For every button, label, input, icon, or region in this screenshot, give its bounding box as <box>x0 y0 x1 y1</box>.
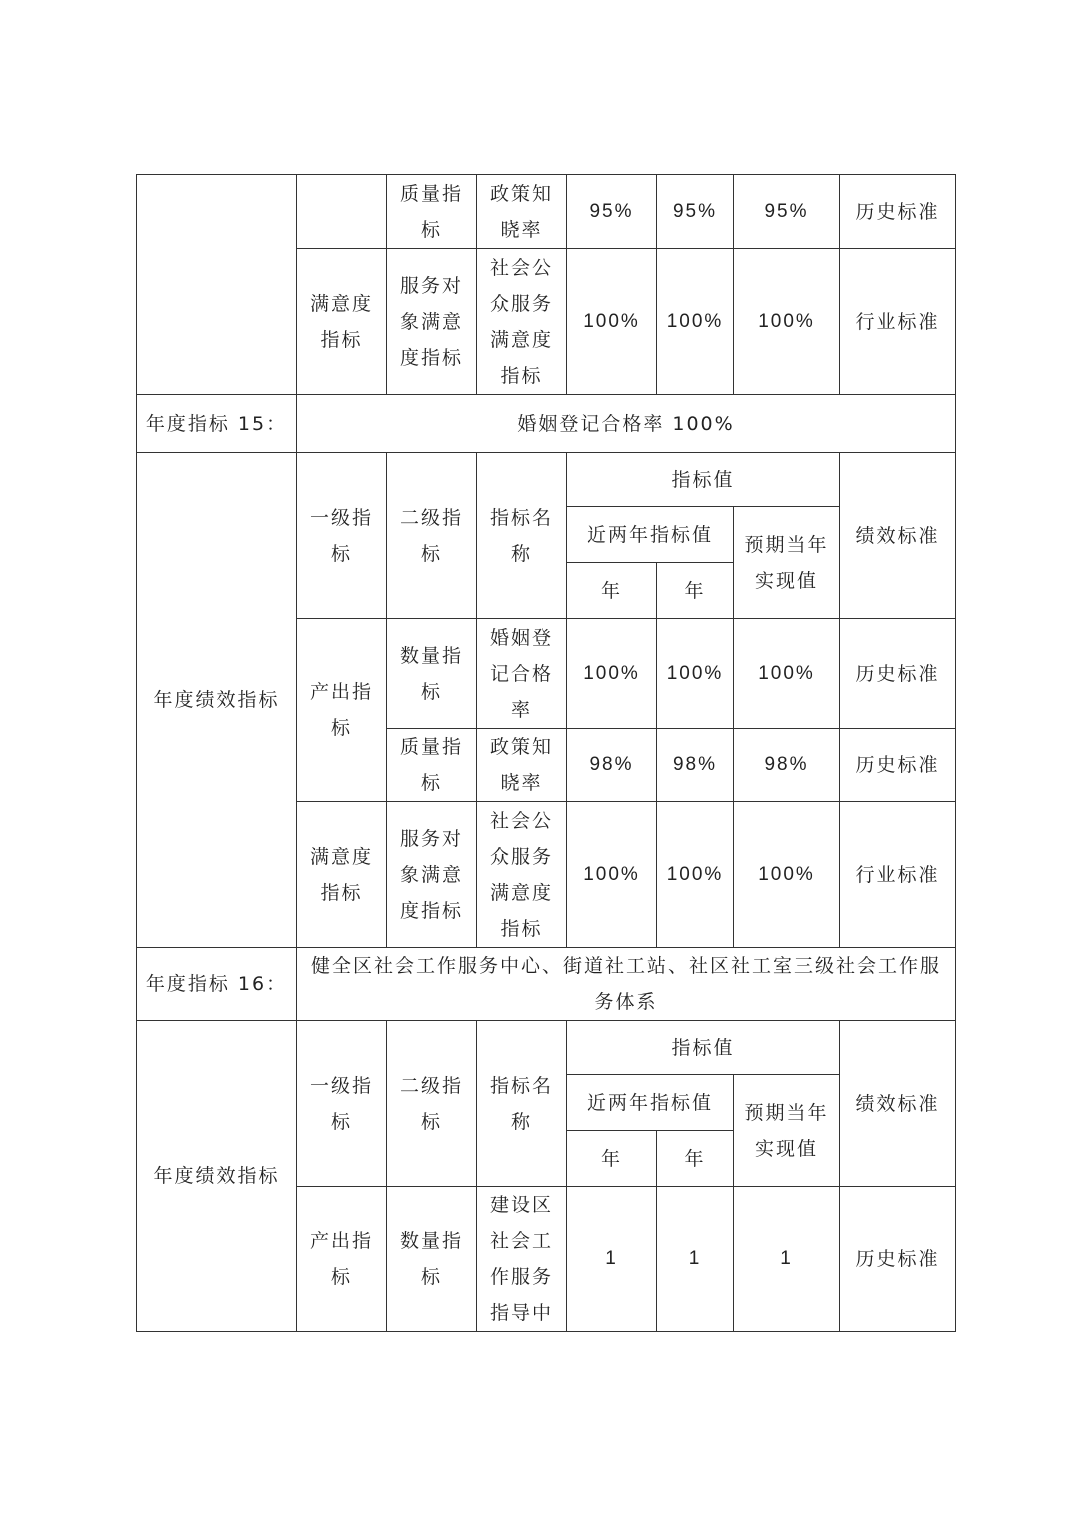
header-cell: 绩效标准 <box>840 453 956 619</box>
header-cell: 二级指标 <box>387 1021 477 1187</box>
value-cell: 100% <box>657 802 734 948</box>
value-cell: 100% <box>567 249 657 395</box>
value-cell: 100% <box>734 619 840 729</box>
value-cell: 98% <box>567 729 657 802</box>
value-cell: 1 <box>734 1187 840 1332</box>
standard-cell: 历史标准 <box>840 1187 956 1332</box>
primary-indicator: 产出指标 <box>297 619 387 802</box>
goal-label: 年度指标 16： <box>137 948 297 1021</box>
header-cell: 预期当年实现值 <box>734 1075 840 1187</box>
indicator-name: 建设区社会工作服务指导中 <box>477 1187 567 1332</box>
value-cell: 95% <box>567 175 657 249</box>
year-cell: 年 <box>567 1131 657 1187</box>
header-cell: 一级指标 <box>297 453 387 619</box>
goal-label: 年度指标 15： <box>137 395 297 453</box>
value-cell: 95% <box>657 175 734 249</box>
row-header: 年度绩效指标 <box>137 453 297 948</box>
header-cell: 指标值 <box>567 453 840 507</box>
indicator-name: 婚姻登记合格率 <box>477 619 567 729</box>
value-cell: 100% <box>567 802 657 948</box>
table-row <box>137 453 956 507</box>
goal-text: 健全区社会工作服务中心、街道社工站、社区社工室三级社会工作服务体系 <box>297 948 956 1021</box>
value-cell: 98% <box>657 729 734 802</box>
standard-cell: 行业标准 <box>840 249 956 395</box>
blank-cell <box>137 175 297 395</box>
value-cell: 1 <box>657 1187 734 1332</box>
row-header: 年度绩效指标 <box>137 1021 297 1332</box>
primary-indicator: 满意度指标 <box>297 249 387 395</box>
secondary-indicator: 质量指标 <box>387 175 477 249</box>
value-cell: 100% <box>657 619 734 729</box>
table-row <box>137 395 956 453</box>
indicator-name: 社会公众服务满意度指标 <box>477 249 567 395</box>
secondary-indicator: 数量指标 <box>387 1187 477 1332</box>
performance-table <box>136 174 956 1332</box>
secondary-indicator: 数量指标 <box>387 619 477 729</box>
value-cell: 100% <box>567 619 657 729</box>
primary-indicator: 产出指标 <box>297 1187 387 1332</box>
indicator-name: 政策知晓率 <box>477 729 567 802</box>
secondary-indicator: 服务对象满意度指标 <box>387 802 477 948</box>
standard-cell: 历史标准 <box>840 175 956 249</box>
value-cell: 98% <box>734 729 840 802</box>
table-row <box>137 948 956 1021</box>
header-cell: 近两年指标值 <box>567 507 734 563</box>
value-cell: 95% <box>734 175 840 249</box>
header-cell: 预期当年实现值 <box>734 507 840 619</box>
header-cell: 指标名称 <box>477 453 567 619</box>
standard-cell: 行业标准 <box>840 802 956 948</box>
standard-cell: 历史标准 <box>840 619 956 729</box>
indicator-name: 社会公众服务满意度指标 <box>477 802 567 948</box>
secondary-indicator: 质量指标 <box>387 729 477 802</box>
secondary-indicator: 服务对象满意度指标 <box>387 249 477 395</box>
goal-text: 婚姻登记合格率 100% <box>297 395 956 453</box>
year-cell: 年 <box>567 563 657 619</box>
value-cell: 100% <box>734 802 840 948</box>
header-cell: 近两年指标值 <box>567 1075 734 1131</box>
indicator-name: 政策知晓率 <box>477 175 567 249</box>
header-cell: 绩效标准 <box>840 1021 956 1187</box>
table-row <box>137 175 956 249</box>
value-cell: 100% <box>734 249 840 395</box>
header-cell: 指标名称 <box>477 1021 567 1187</box>
header-cell: 二级指标 <box>387 453 477 619</box>
year-cell: 年 <box>657 563 734 619</box>
header-cell: 一级指标 <box>297 1021 387 1187</box>
blank-cell <box>297 175 387 249</box>
value-cell: 1 <box>567 1187 657 1332</box>
value-cell: 100% <box>657 249 734 395</box>
primary-indicator: 满意度指标 <box>297 802 387 948</box>
header-cell: 指标值 <box>567 1021 840 1075</box>
year-cell: 年 <box>657 1131 734 1187</box>
standard-cell: 历史标准 <box>840 729 956 802</box>
table-row <box>137 1021 956 1075</box>
